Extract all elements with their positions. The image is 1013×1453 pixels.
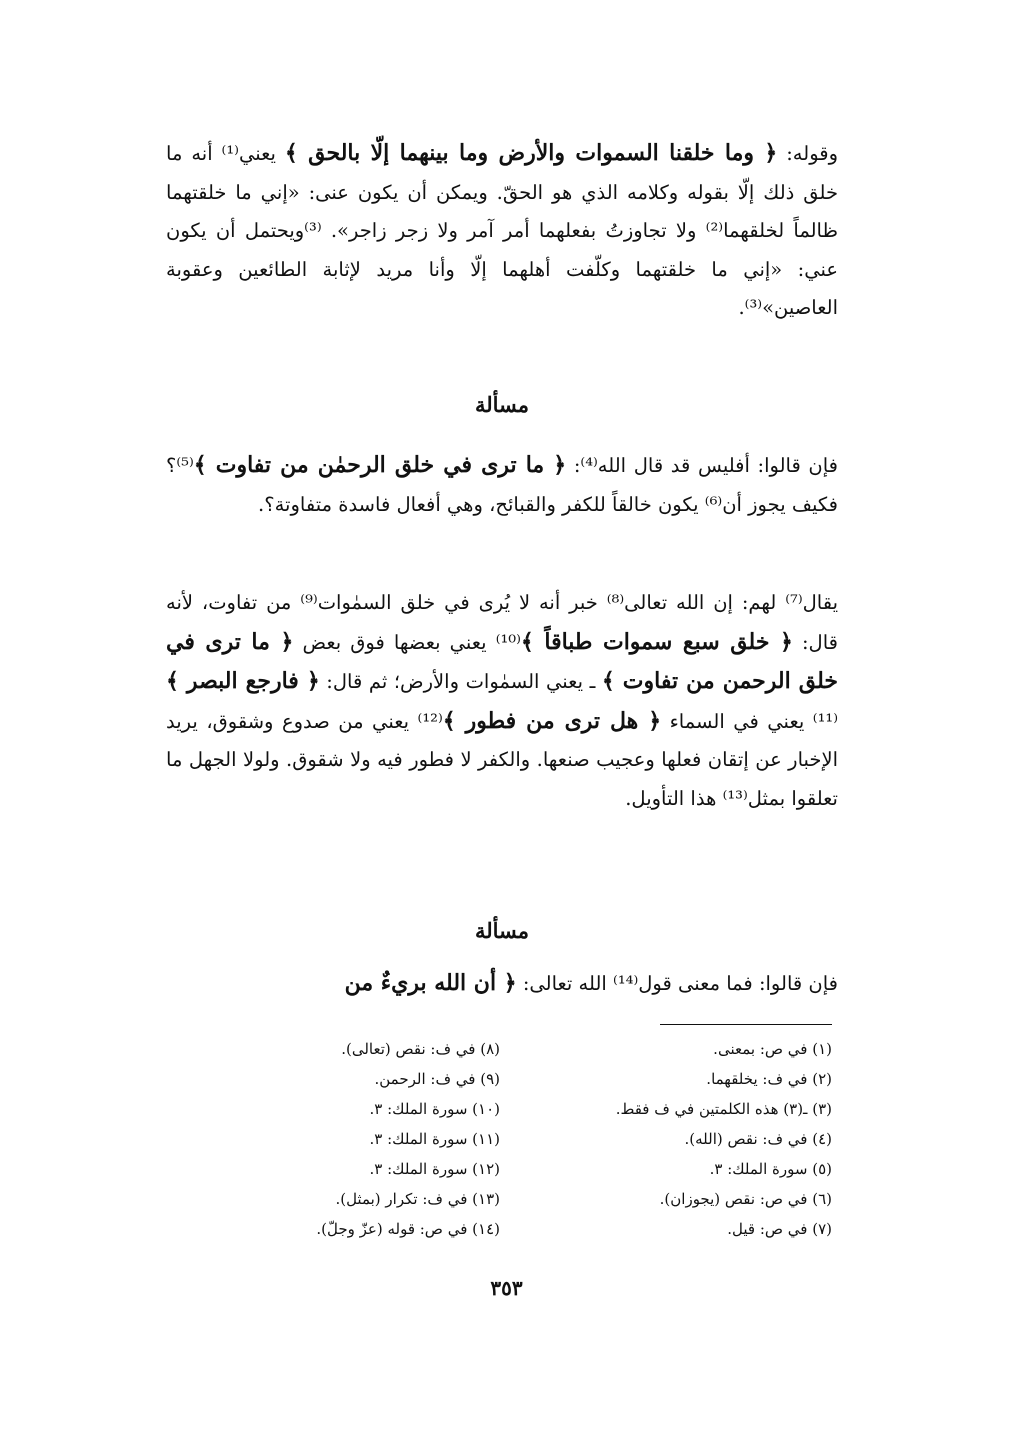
paragraph-4 xyxy=(166,964,838,1004)
paragraph-2-lead: فإن قالوا: أفليس قد قال الله⁽⁴⁾: xyxy=(566,454,839,477)
paragraph-2-text: ⁽⁵⁾؟ فكيف يجوز أن⁽⁶⁾ يكون خالقاً للكفر والقبائح، وهي أفعال فاسدة متفاوتة؟. xyxy=(166,454,838,516)
footnotes-right-column xyxy=(520,1034,832,1244)
quran-verse: ﴿ هل ترى من فطور ﴾ xyxy=(442,707,662,734)
paragraph-1 xyxy=(166,134,838,328)
footnote: (١) في ص: بمعنى. xyxy=(713,1040,832,1058)
quran-verse: ﴿ ما ترى في خلق الرحمن من تفاوت ﴾ xyxy=(166,628,838,694)
footnote: (٤) في ف: نقص (الله). xyxy=(684,1130,832,1148)
quran-verse: ﴿ فارجع البصر ﴾ xyxy=(166,668,320,694)
quran-verse: ﴿ خلق سبع سموات طباقاً ﴾ xyxy=(520,628,793,655)
footnote: (١١) سورة الملك: ٣. xyxy=(369,1130,500,1148)
paragraph-3-text: ⁽¹¹⁾ يعني في السماء xyxy=(661,709,838,733)
paragraph-3-text: ـ يعني السمٰوات والأرض؛ ثم قال: xyxy=(319,670,602,693)
footnote-separator xyxy=(660,1024,832,1025)
section-heading-2: مسألة xyxy=(474,918,530,943)
paragraph-3 xyxy=(166,584,838,818)
footnote: (٨) في ف: نقص (تعالى). xyxy=(341,1040,500,1058)
paragraph-2 xyxy=(166,446,838,524)
footnote: (٥) سورة الملك: ٣. xyxy=(709,1160,832,1178)
paragraph-1-text: يعني⁽¹⁾ أنه ما خلق ذلك إلّا بقوله وكلامه الذي هو الحقّ. ويمكن أن يكون عنى: «إني ما خلقتهما ظالماً لخلقهما⁽²⁾ ولا تجاوزتُ بفعلهما أمر آمر ولا زجر زاجر». ⁽³⁾ويحتمل أن يكون عني: «إني ما خلقتهما وكلّفت أهلهما إلّا وأنا مريد لإثابة الطائعين وعقوبة العاصين»⁽³⁾. xyxy=(166,142,839,319)
paragraph-3-text: ⁽¹²⁾ يعني من صدوع وشقوق، يريد الإخبار عن إتقان فعلها وعجيب صنعها. والكفر لا فطور فيه ولا شقوق. ولولا الجهل ما تعلقوا بمثل⁽¹³⁾ هذا التأويل. xyxy=(166,709,838,810)
page-number: ٣٥٣ xyxy=(490,1276,523,1300)
footnote: (٧) في ص: قيل. xyxy=(727,1220,832,1238)
quran-verse: ﴿ وما خلقنا السموات والأرض وما بينهما إلّا بالحق ﴾ xyxy=(284,140,778,166)
footnote: (١٠) سورة الملك: ٣. xyxy=(369,1100,500,1118)
paragraph-3-text: يقال⁽⁷⁾ لهم: إن الله تعالى⁽⁸⁾ خبر أنه لا يُرى في خلق السمٰوات⁽⁹⁾ من تفاوت، لأنه قال: xyxy=(166,591,839,654)
quran-verse: ﴿ ما ترى في خلق الرحمٰن من تفاوت ﴾ xyxy=(193,452,567,478)
paragraph-1-lead: وقوله: xyxy=(777,142,839,165)
footnote: (٢) في ف: يخلقهما. xyxy=(706,1070,832,1088)
footnote: (٣) ـ(٣) هذه الكلمتين في ف فقط. xyxy=(615,1100,832,1118)
section-heading-1: مسألة xyxy=(474,392,530,417)
footnote: (١٢) سورة الملك: ٣. xyxy=(369,1160,500,1178)
footnote: (١٣) في ف: تكرار (بمثل). xyxy=(335,1190,500,1208)
footnote: (١٤) في ص: قوله (عزّ وجلّ). xyxy=(316,1220,500,1238)
footnote: (٩) في ف: الرحمن. xyxy=(374,1070,500,1088)
paragraph-3-text: ⁽¹⁰⁾ يعني بعضها فوق بعض xyxy=(293,630,521,654)
footnote: (٦) في ص: نقص (يجوزان). xyxy=(659,1190,832,1208)
footnotes-left-column xyxy=(200,1034,500,1244)
quran-verse: ﴿ أن الله بريءٌ من xyxy=(344,970,517,996)
paragraph-4-lead: فإن قالوا: فما معنى قول⁽¹⁴⁾ الله تعالى: xyxy=(516,972,838,995)
